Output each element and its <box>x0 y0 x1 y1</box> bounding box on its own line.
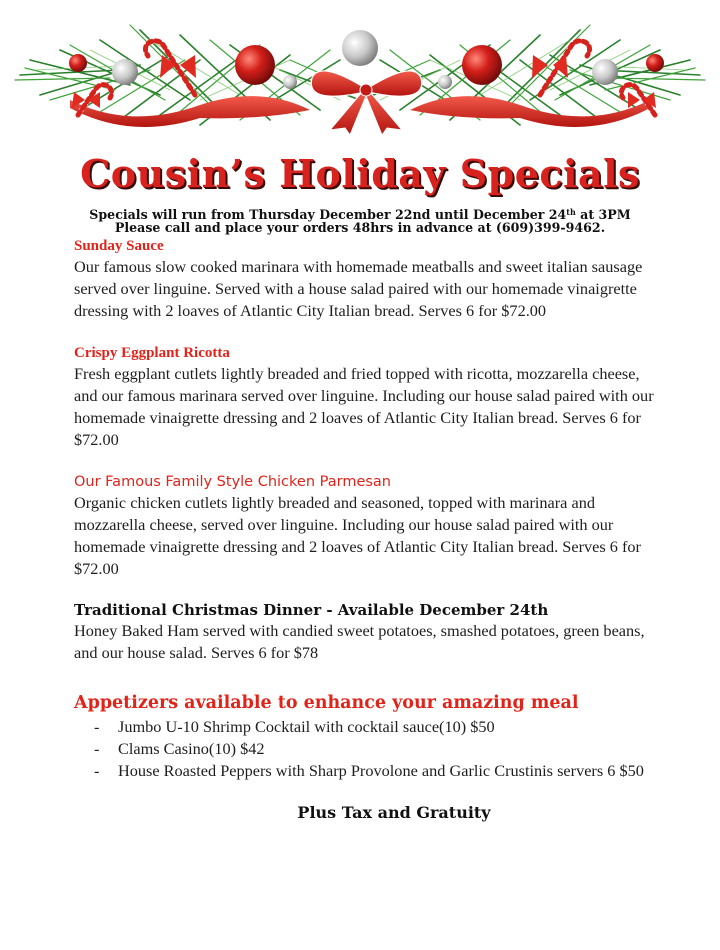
appetizers-list <box>74 716 664 782</box>
menu-item-description: Honey Baked Ham served with candied sweet potatoes, smashed potatoes, green beans, and our house salad. Serves 6 for $78 <box>74 621 645 662</box>
menu-item-sunday-sauce <box>74 237 664 322</box>
appetizer-item <box>74 716 664 738</box>
menu-item-chicken-parmesan <box>74 473 664 580</box>
bullet-dash: - <box>94 717 100 736</box>
appetizer-text: Clams Casino(10) $42 <box>118 739 265 758</box>
appetizer-text: Jumbo U-10 Shrimp Cocktail with cocktail sauce(10) $50 <box>118 717 495 736</box>
menu-item-christmas-dinner <box>74 601 664 664</box>
appetizer-item <box>74 738 664 760</box>
bullet-dash: - <box>94 739 100 758</box>
menu-item-title: Sunday Sauce <box>74 238 164 254</box>
appetizer-text: House Roasted Peppers with Sharp Provolone and Garlic Crustinis servers 6 $50 <box>118 761 644 780</box>
menu-item-description: Our famous slow cooked marinara with homemade meatballs and sweet italian sausage served over linguine. Served with a house salad paired with our homemade vinaigrette dressing with 2 loaves of Atlantic City Italian bread. Serves 6 for $72.00 <box>74 257 643 320</box>
page-title: Cousin’s Holiday Specials <box>80 151 640 196</box>
ordinal-suffix: th <box>566 207 576 217</box>
tax-gratuity-note: Plus Tax and Gratuity <box>297 803 491 822</box>
menu-item-title: Our Famous Family Style Chicken Parmesan <box>74 474 391 490</box>
appetizers-heading: Appetizers available to enhance your amazing meal <box>74 693 579 713</box>
schedule-note-time: at 3PM <box>575 207 631 222</box>
menu-item-title: Traditional Christmas Dinner - Available December 24th <box>74 601 549 619</box>
menu-item-eggplant-ricotta <box>74 344 664 451</box>
bullet-dash: - <box>94 761 100 780</box>
christmas-garland-decoration <box>0 0 720 150</box>
center-bow <box>311 71 421 135</box>
schedule-note-text: Specials will run from Thursday December 22nd until December 24 <box>89 207 567 222</box>
menu-item-description: Organic chicken cutlets lightly breaded and seasoned, topped with marinara and mozzarella cheese, served over linguine. Including our house salad paired with our homemade vinaigrette dressing and 2 loaves of Atlantic City Italian bread. Serves 6 for $72.00 <box>74 493 641 578</box>
menu-item-description: Fresh eggplant cutlets lightly breaded and fried topped with ricotta, mozzarella cheese, and our famous marinara served over linguine. Including our house salad paired with our homemade vinaigrette dressing and 2 loaves of Atlantic City Italian bread. Serves 6 for $72.00 <box>74 364 654 449</box>
menu-item-title: Crispy Eggplant Ricotta <box>74 345 230 361</box>
order-instructions: Please call and place your orders 48hrs in advance at (609)399-9462. <box>114 220 606 235</box>
appetizer-item <box>74 760 664 782</box>
